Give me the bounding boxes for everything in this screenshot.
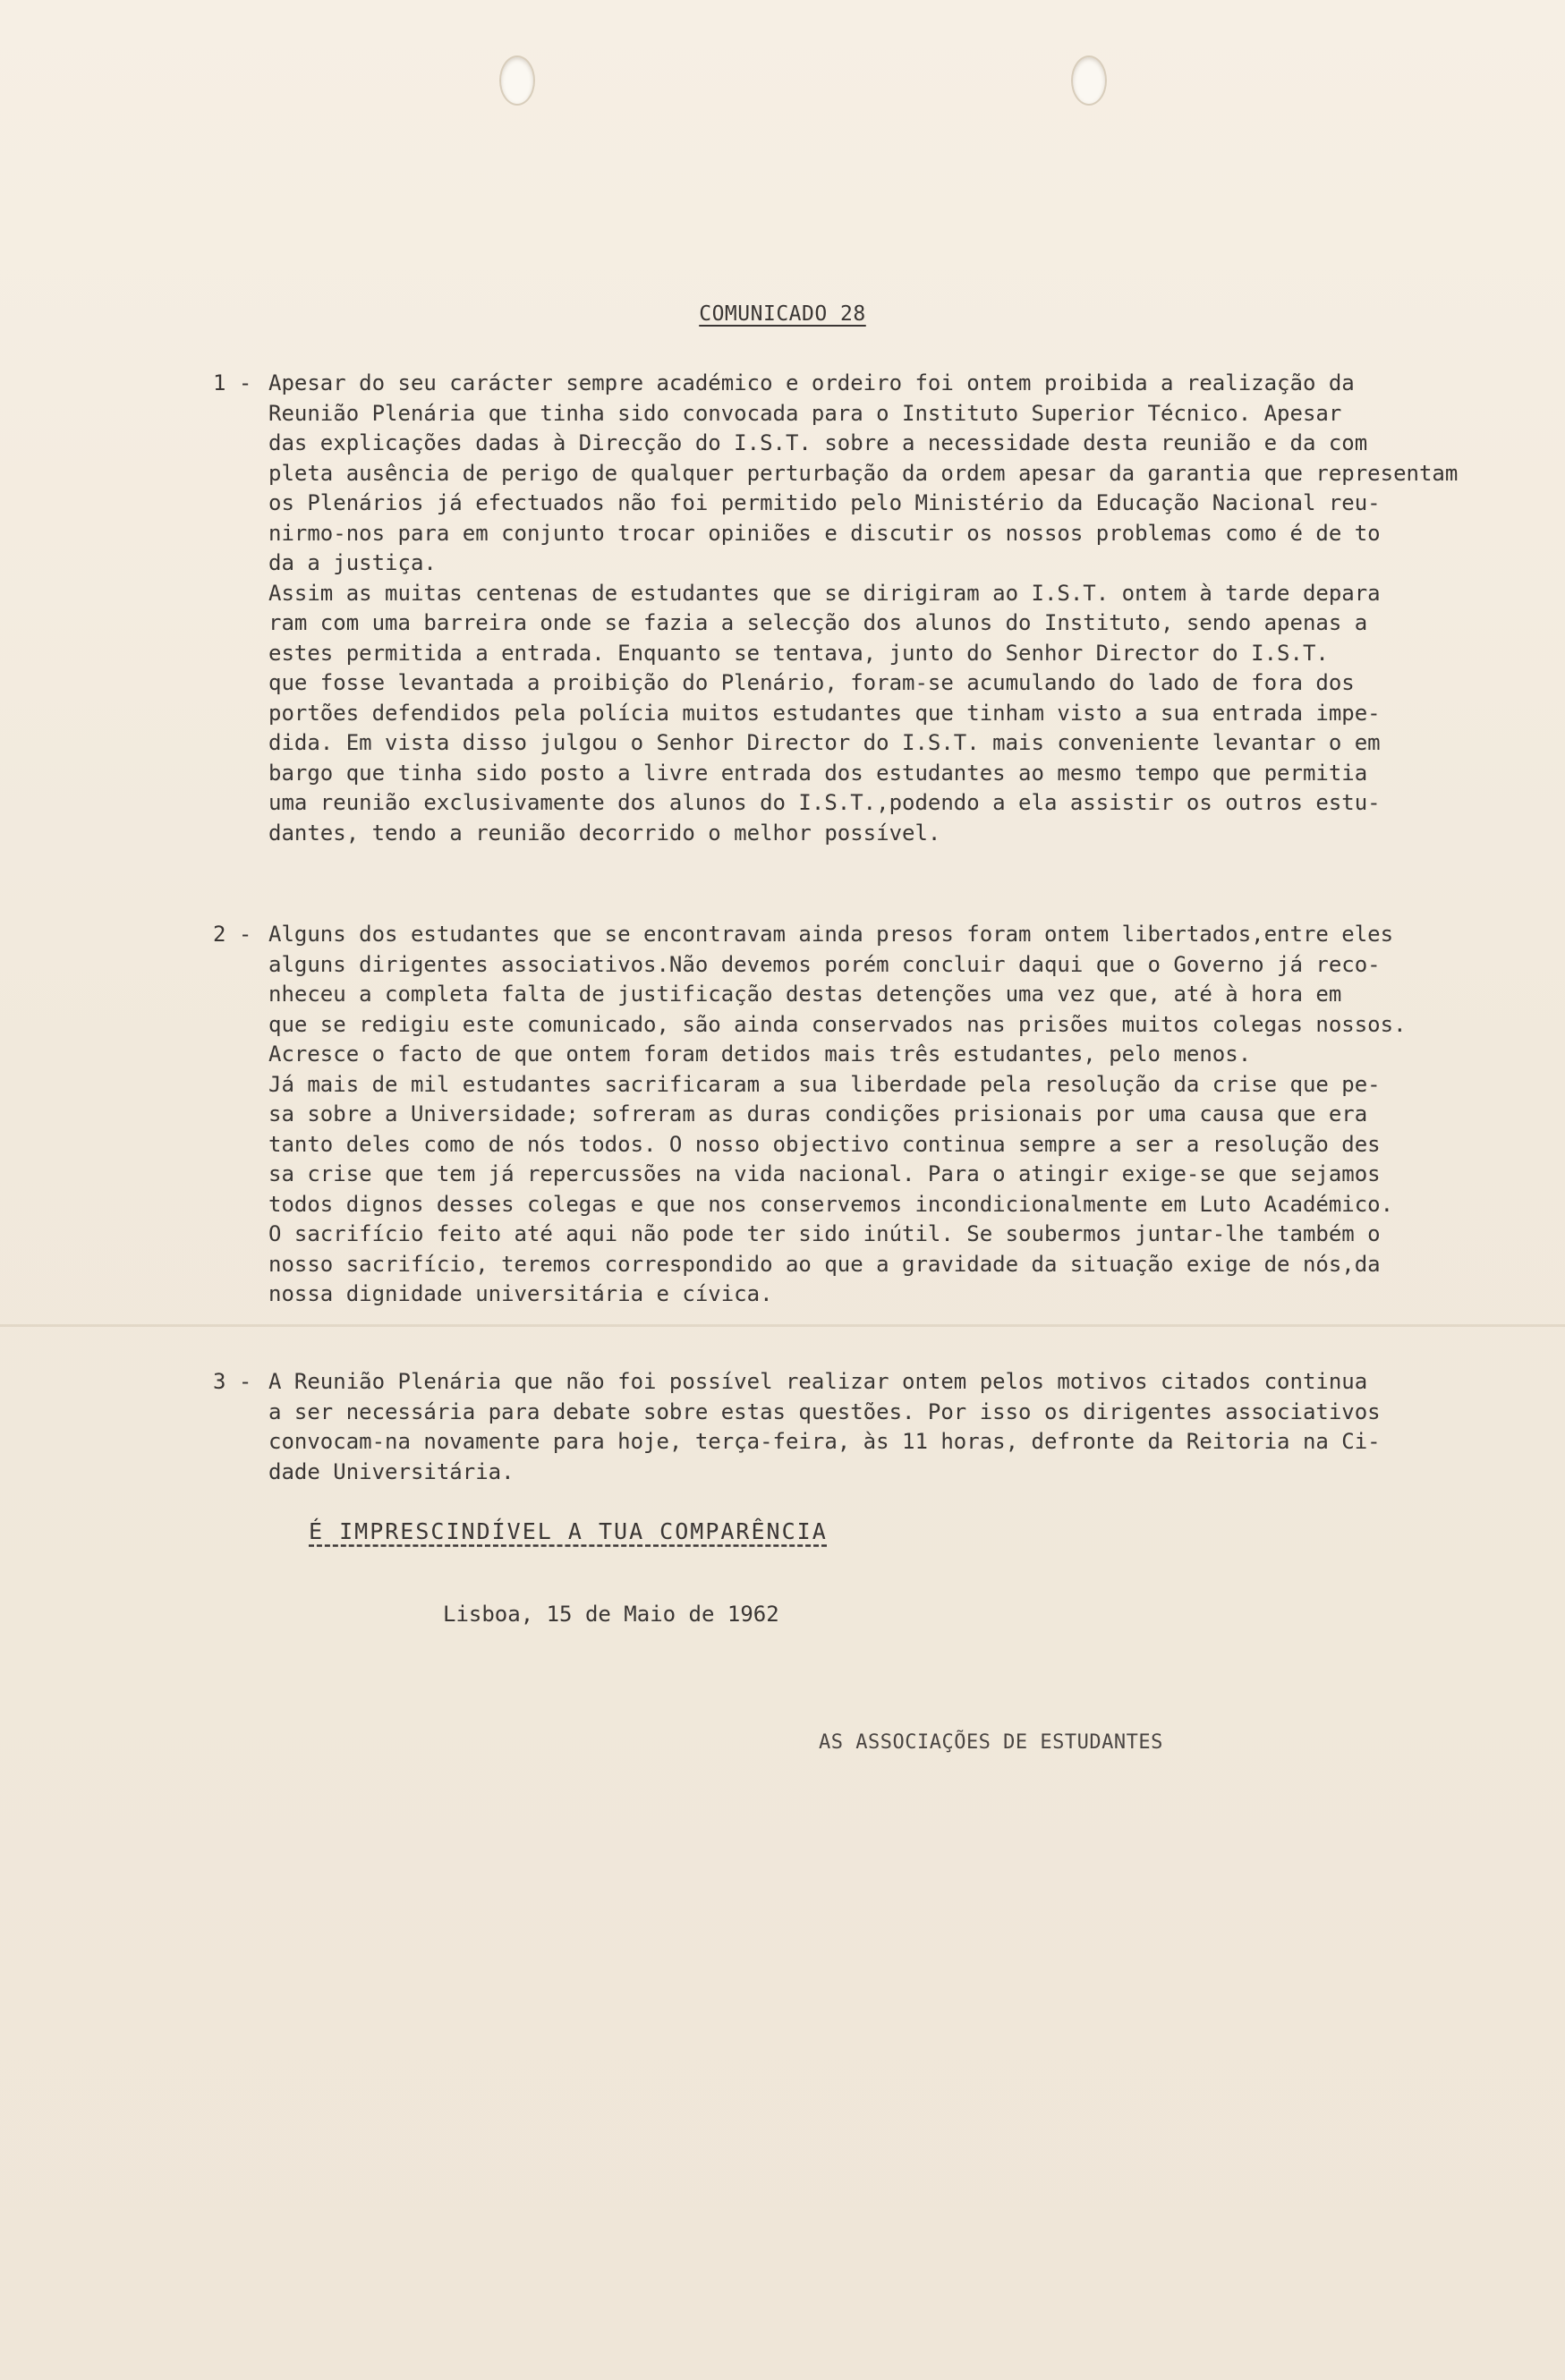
text-line: os Plenários já efectuados não foi permitido pelo Ministério da Educação Nacional reu- bbox=[268, 490, 1381, 515]
text-line: Já mais de mil estudantes sacrificaram a sua liberdade pela resolução da crise que pe- bbox=[268, 1071, 1381, 1097]
text-line: sa sobre a Universidade; sofreram as duras condições prisionais por uma causa que era bbox=[268, 1101, 1368, 1126]
text-line: nosso sacrifício, teremos correspondido ao que a gravidade da situação exige de nós,da bbox=[268, 1251, 1381, 1277]
paragraph-body bbox=[268, 369, 1501, 848]
text-line: que se redigiu este comunicado, são ainda conservados nas prisões muitos colegas nossos. bbox=[268, 1011, 1407, 1037]
paragraph-body bbox=[268, 1367, 1501, 1487]
text-line: que fosse levantada a proibição do Plenário, foram-se acumulando do lado de fora dos bbox=[268, 670, 1355, 695]
text-line: portões defendidos pela polícia muitos estudantes que tinham visto a sua entrada impe- bbox=[268, 700, 1381, 726]
text-line: da a justiça. bbox=[268, 550, 437, 575]
text-line: A Reunião Plenária que não foi possível realizar ontem pelos motivos citados continua bbox=[268, 1369, 1368, 1394]
text-line: tanto deles como de nós todos. O nosso objectivo continua sempre a ser a resolução des bbox=[268, 1131, 1381, 1157]
paragraph-number: 3 - bbox=[213, 1369, 252, 1394]
punch-hole-left bbox=[499, 55, 535, 106]
text-line: convocam-na novamente para hoje, terça-feira, às 11 horas, defronte da Reitoria na Ci- bbox=[268, 1429, 1381, 1454]
text-line: Alguns dos estudantes que se encontravam ainda presos foram ontem libertados,entre eles bbox=[268, 922, 1394, 947]
text-line: Assim as muitas centenas de estudantes que se dirigiram ao I.S.T. ontem à tarde depara bbox=[268, 580, 1381, 606]
text-line: pleta ausência de perigo de qualquer perturbação da ordem apesar da garantia que representam bbox=[268, 460, 1459, 486]
text-line: uma reunião exclusivamente dos alunos do I.S.T.,podendo a ela assistir os outros estu- bbox=[268, 790, 1381, 815]
text-line: sa crise que tem já repercussões na vida nacional. Para o atingir exige-se que sejamos bbox=[268, 1161, 1381, 1186]
text-line: dida. Em vista disso julgou o Senhor Director do I.S.T. mais conveniente levantar o em bbox=[268, 730, 1381, 755]
place-and-date: Lisboa, 15 de Maio de 1962 bbox=[443, 1602, 779, 1627]
paper-fold-line bbox=[0, 1324, 1565, 1327]
punch-hole-right bbox=[1071, 55, 1107, 106]
text-line: bargo que tinha sido posto a livre entrada dos estudantes ao mesmo tempo que permitia bbox=[268, 760, 1368, 786]
signature: AS ASSOCIAÇÕES DE ESTUDANTES bbox=[819, 1731, 1163, 1754]
title-text: COMUNICADO 28 bbox=[699, 302, 866, 326]
text-line: Reunião Plenária que tinha sido convocada para o Instituto Superior Técnico. Apesar bbox=[268, 400, 1342, 426]
text-line: Apesar do seu carácter sempre académico e ordeiro foi ontem proibida a realização da bbox=[268, 370, 1355, 395]
paragraph-body bbox=[268, 920, 1501, 1310]
text-line: das explicações dadas à Direcção do I.S.T. sobre a necessidade desta reunião e da com bbox=[268, 430, 1368, 455]
paragraph-number: 1 - bbox=[213, 370, 252, 395]
paragraph-number: 2 - bbox=[213, 922, 252, 947]
text-line: a ser necessária para debate sobre estas questões. Por isso os dirigentes associativos bbox=[268, 1398, 1381, 1424]
text-line: O sacrifício feito até aqui não pode ter sido inútil. Se soubermos juntar-lhe também o bbox=[268, 1221, 1381, 1246]
text-line: nheceu a completa falta de justificação destas detenções uma vez que, até à hora em bbox=[268, 982, 1342, 1007]
text-line: dade Universitária. bbox=[268, 1458, 515, 1484]
text-line: alguns dirigentes associativos.Não devemos porém concluir daqui que o Governo já reco- bbox=[268, 951, 1381, 977]
text-line: ram com uma barreira onde se fazia a selecção dos alunos do Instituto, sendo apenas a bbox=[268, 610, 1368, 635]
slogan-text: É IMPRESCINDÍVEL A TUA COMPARÊNCIA bbox=[309, 1518, 828, 1544]
text-line: estes permitida a entrada. Enquanto se tentava, junto do Senhor Director do I.S.T. bbox=[268, 640, 1329, 666]
document-title bbox=[0, 302, 1565, 326]
text-line: dantes, tendo a reunião decorrido o melhor possível. bbox=[268, 820, 941, 846]
text-line: todos dignos desses colegas e que nos conservemos incondicionalmente em Luto Académico. bbox=[268, 1191, 1394, 1217]
text-line: nossa dignidade universitária e cívica. bbox=[268, 1281, 773, 1306]
text-line: Acresce o facto de que ontem foram detidos mais três estudantes, pelo menos. bbox=[268, 1041, 1252, 1067]
call-to-action-slogan bbox=[309, 1518, 1275, 1544]
text-line: nirmo-nos para em conjunto trocar opiniões e discutir os nossos problemas como é de to bbox=[268, 520, 1381, 546]
